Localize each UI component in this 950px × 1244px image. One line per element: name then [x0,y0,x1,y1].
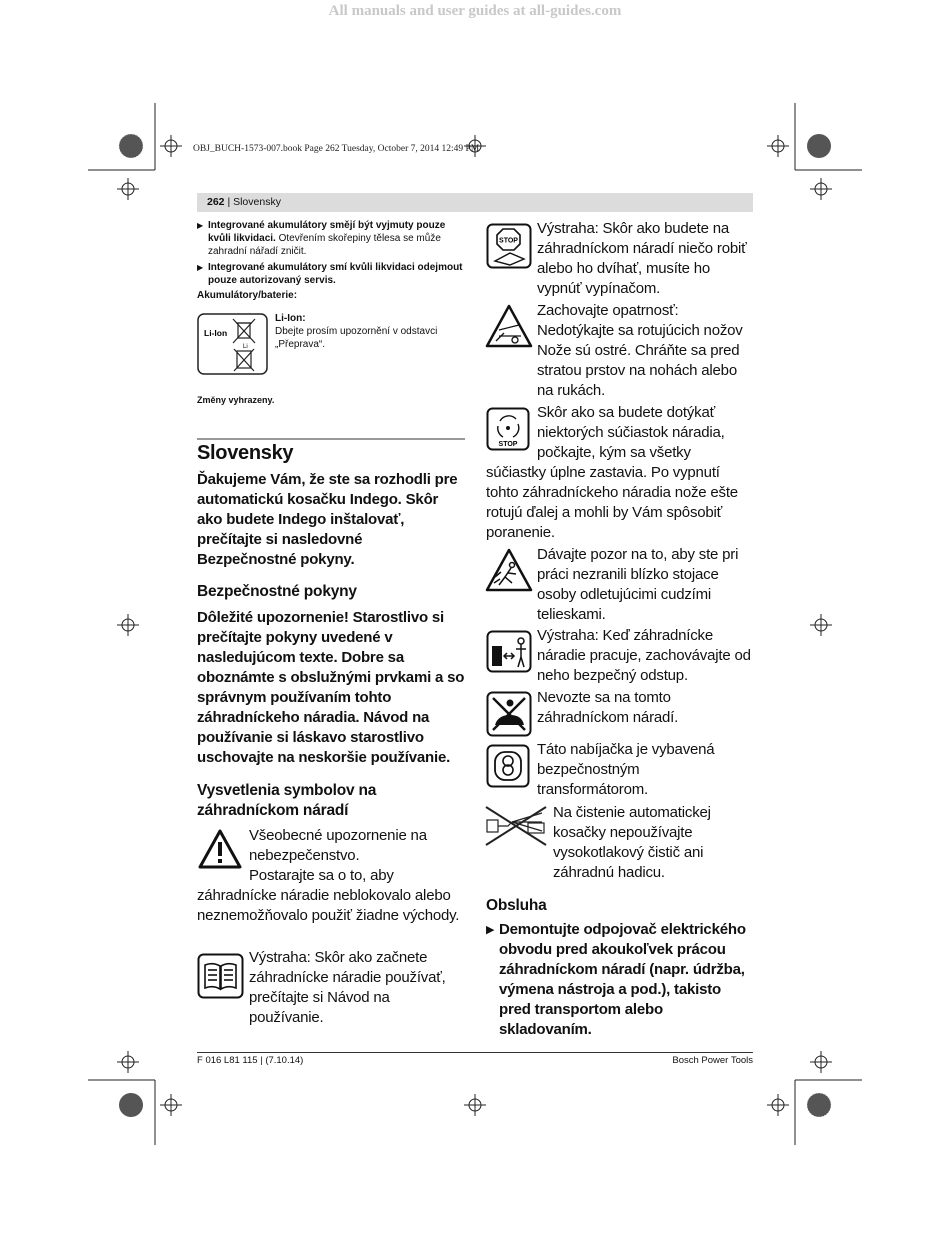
bullet-item: ▶ Integrované akumulátory smějí být vyjmuty pouze kvůli likvidaci. Otevřením skořepiny tělesa se může zahradní nářadí zničit. [197,220,446,257]
bullet-triangle-icon: ▶ [197,263,204,272]
safe-distance-icon [486,630,532,673]
charger-text: Táto nabíjačka je vybavená bezpečnostným transformátorom. [537,741,715,798]
wait-stop-rotation-icon [486,407,530,451]
footer-doc-code: F 016 L81 115 | (7.10.14) [197,1055,304,1066]
czech-remainder [197,219,465,302]
bullet-item: ▶ Integrované akumulátory smí kvůli likvidaci odejmout pouze autorizovaný servis. [197,262,463,286]
intro-text: Ďakujeme Vám, že ste sa rozhodli pre automatickú kosačku Indego. Skôr ako budete Indego inštalovať, prečítajte si nasledovné Bezpečnostné pokyny. [197,471,458,568]
warning-lines: Všeobecné upozornenie na nebezpečenstvo. Postarajte sa o to, aby [249,827,427,884]
batteries-heading: Akumulátory/baterie: [197,290,298,301]
stop-text: Výstraha: Skôr ako budete na záhradníckom náradí niečo robiť alebo ho dvíhať, musíte ho vypnúť vypínačom. [537,220,747,297]
wait-lines: Skôr ako sa budete dotýkať niektorých súčiastok náradia, počkajte, kým sa všetky [537,404,725,461]
warning-continuation: záhradnícke náradie neblokovalo alebo neznemožňovalo použiť žiadne východy. [197,887,460,924]
safety-text: Dôležité upozornenie! Starostlivo si prečítajte pokyny uvedené v nasledujúcom texte. Dobre sa oboznámte s obslužnými prvkami a so správnym používaním tohto záhradníckeho náradia. Návod na používanie si láskavo starostlivo uschovajte na neskoršie používanie. [197,609,465,766]
section-title: Slovensky [197,442,294,464]
liion-disposal-icon [197,313,269,375]
rotating-blades-icon [485,303,533,349]
no-washer-text: Na čistenie automatickej kosačky nepoužívajte vysokotlakový čistič ani záhradnú hadicu. [553,804,711,881]
warning-triangle-icon [198,828,242,870]
watermark: All manuals and user guides at all-guides.com [328,3,622,19]
changes-reserved: Změny vyhrazeny. [197,395,275,405]
distance-text: Výstraha: Keď záhradnícke náradie pracuje, zachovávajte od neho bezpečný odstup. [537,627,751,684]
section-divider [197,438,465,440]
svg-text:Li-Ion: Li-Ion [204,328,228,338]
bullet-triangle-icon: ▶ [486,924,495,936]
safety-heading: Bezpečnostné pokyny [197,583,357,600]
svg-text:Li: Li [243,344,248,350]
no-riding-text: Nevozte sa na tomto záhradníckom náradí. [537,689,679,726]
read-manual-icon [197,953,244,999]
no-pressure-washer-icon [484,805,548,847]
blades-text: Zachovajte opatrnosť: Nedotýkajte sa rotujúcich nožov Nože sú ostré. Chráňte sa pred stratou prstov na nohách alebo na rukách. [537,302,743,399]
symbols-heading: Vysvetlenia symbolov na záhradníckom náradí [197,782,377,819]
bullet-triangle-icon: ▶ [197,221,204,230]
operation-bullet: ▶ Demontujte odpojovač elektrického obvodu pred akoukoľvek prácou záhradníckom náradí (napr. údržba, výmena nástroja a pod.), takisto pred transportom alebo skladovaním. [486,921,746,1038]
wait-continuation: súčiastky úplne zastavia. Po vypnutí tohto záhradníckeho náradia nože ešte rotujú ďalej a mohli by Vám spôsobiť poranenie. [486,464,738,541]
no-riding-icon [486,691,532,737]
page-header [207,196,281,208]
stop-switch-icon [486,223,532,269]
safety-transformer-icon [486,744,530,788]
book-info-line: OBJ_BUCH-1573-007.book Page 262 Tuesday, October 7, 2014 12:49 PM [193,144,480,154]
footer-brand: Bosch Power Tools [672,1055,753,1066]
header-section: | Slovensky [224,196,281,208]
svg-text:STOP: STOP [498,441,518,448]
liion-note: Li-Ion: Dbejte prosím upozornění v odstavci „Přeprava“. [275,313,438,350]
thrown-objects-text: Dávajte pozor na to, aby ste pri práci nezranili blízko stojace osoby odletujúcimi cudzími telieskami. [537,546,739,623]
page-number: 262 [207,196,225,208]
thrown-objects-icon [485,547,533,593]
svg-text:STOP: STOP [499,237,518,245]
manual-text: Výstraha: Skôr ako začnete záhradnícke náradie používať, prečítajte si Návod na používanie. [249,949,446,1026]
footer-rule [197,1052,753,1053]
operation-heading: Obsluha [486,897,547,914]
